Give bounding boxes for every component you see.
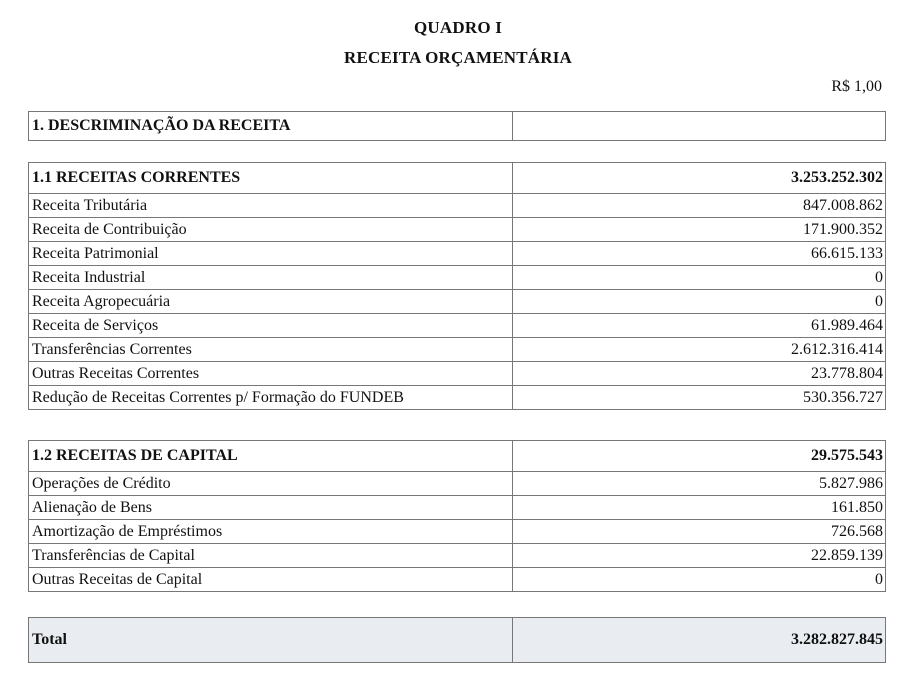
row-label: Outras Receitas Correntes [29,362,513,386]
row-label: Transferências Correntes [29,338,513,362]
row-label: Amortização de Empréstimos [29,520,513,544]
row-value: 161.850 [513,496,886,520]
row-value: 847.008.862 [513,194,886,218]
currency-unit: R$ 1,00 [831,78,882,95]
row-value: 66.615.133 [513,242,886,266]
table-row [29,386,886,410]
row-label: Receita Agropecuária [29,290,513,314]
discrimination-header-table [28,111,886,141]
row-label: Receita de Serviços [29,314,513,338]
row-label: Redução de Receitas Correntes p/ Formação do FUNDEB [29,386,513,410]
section-total: 3.253.252.302 [513,163,886,194]
section-total: 29.575.543 [513,441,886,472]
table-row [29,441,886,472]
receitas-correntes-table [28,162,886,410]
page-subtitle: RECEITA ORÇAMENTÁRIA [343,48,572,67]
row-value: 0 [513,290,886,314]
section-label: 1.2 RECEITAS DE CAPITAL [29,441,513,472]
section-label: 1.1 RECEITAS CORRENTES [29,163,513,194]
total-table [28,617,886,663]
table-row [29,242,886,266]
row-value: 726.568 [513,520,886,544]
row-value: 23.778.804 [513,362,886,386]
table-row [29,266,886,290]
table-row [29,496,886,520]
row-value: 0 [513,568,886,592]
table-row [29,472,886,496]
section-label: 1. DESCRIMINAÇÃO DA RECEITA [29,112,513,141]
table-row [29,520,886,544]
table-row [29,218,886,242]
table-row [29,112,886,141]
table-row [29,163,886,194]
table-row [29,290,886,314]
row-value: 61.989.464 [513,314,886,338]
row-value: 5.827.986 [513,472,886,496]
row-label: Alienação de Bens [29,496,513,520]
row-label: Receita Industrial [29,266,513,290]
section-value [513,112,886,141]
total-value: 3.282.827.845 [513,618,886,663]
table-row [29,362,886,386]
receitas-capital-table [28,440,886,592]
table-row [29,194,886,218]
row-label: Receita de Contribuição [29,218,513,242]
row-label: Transferências de Capital [29,544,513,568]
table-row [29,568,886,592]
table-row [29,314,886,338]
row-label: Outras Receitas de Capital [29,568,513,592]
row-value: 2.612.316.414 [513,338,886,362]
row-value: 171.900.352 [513,218,886,242]
total-label: Total [29,618,513,663]
page-title: QUADRO I [413,18,503,37]
row-value: 530.356.727 [513,386,886,410]
table-row [29,338,886,362]
row-value: 0 [513,266,886,290]
table-row [29,544,886,568]
row-label: Receita Tributária [29,194,513,218]
row-value: 22.859.139 [513,544,886,568]
row-label: Operações de Crédito [29,472,513,496]
table-row [29,618,886,663]
row-label: Receita Patrimonial [29,242,513,266]
